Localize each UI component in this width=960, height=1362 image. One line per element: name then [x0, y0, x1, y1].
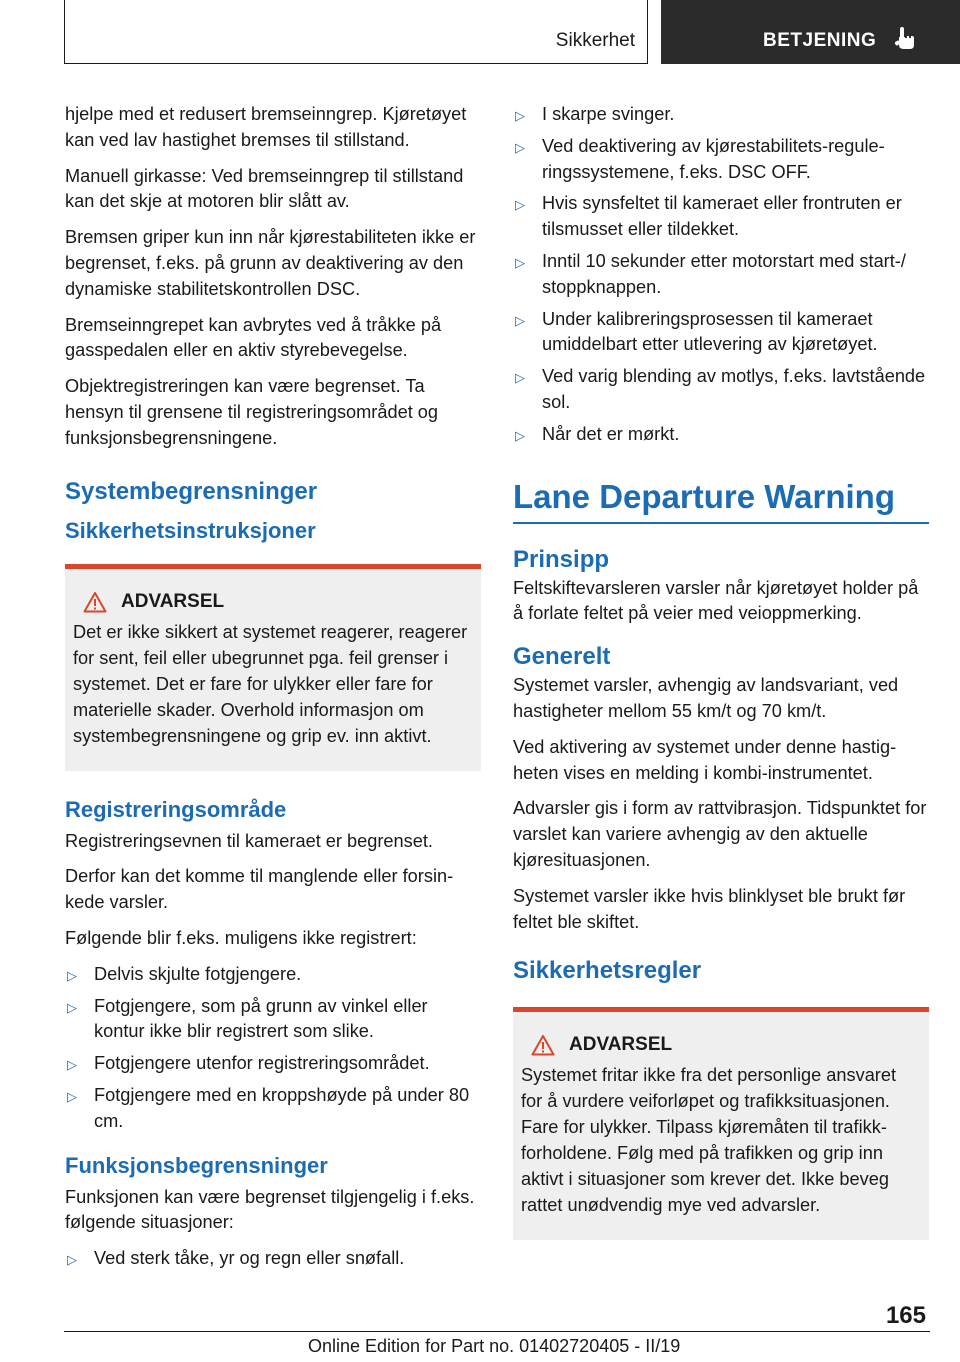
left-column	[65, 102, 481, 1282]
list-item: ▷ Fotgjengere med en kroppshøyde på under 80 cm.	[67, 1084, 470, 1131]
list-item: ▷ Under kalibreringsprosessen til kameraet umiddelbart etter utlevering av kjøretøyet.	[515, 308, 878, 355]
paragraph: Advarsler gis i form av rattvibrasjon. Tidspunktet for varslet kan variere avhengig av den aktuelle kjøresituasjonen.	[513, 798, 927, 870]
heading-safety-rules: Sikkerhetsregler	[513, 957, 702, 985]
bullet-triangle-icon: ▷	[67, 967, 77, 983]
bullet-triangle-icon: ▷	[515, 312, 525, 328]
paragraph: Bremsen griper kun inn når kjørestabiliteten ikke er begrenset, f.eks. på grunn av deaktivering av den dynamiske stabilitetskontrollen DSC.	[65, 227, 476, 299]
footer-edition: Online Edition for Part no. 01402720405 - II/19	[308, 1336, 681, 1356]
paragraph: Registreringsevnen til kameraet er begrenset.	[65, 830, 433, 851]
list-item: ▷ Fotgjengere utenfor registreringsområdet.	[65, 1051, 481, 1077]
paragraph: Derfor kan det komme til manglende eller forsinkede varsler.	[65, 866, 454, 913]
warning-triangle-icon	[83, 591, 107, 613]
paragraph: Systemet varsler, avhengig av landsvariant, ved hastigheter mellom 55 km/t og 70 km/t.	[513, 675, 899, 721]
paragraph: Manuell girkasse: Ved bremseinngrep til stillstand kan det skje at motoren blir slått av.	[65, 165, 464, 212]
footer-divider	[64, 1331, 930, 1332]
bullet-triangle-icon: ▷	[67, 1088, 77, 1104]
function-limits-list-continued	[513, 102, 929, 448]
list-item: ▷ Hvis synsfeltet til kameraet eller frontruten er tilsmusset eller tildekket.	[515, 193, 902, 240]
bullet-triangle-icon: ▷	[515, 370, 525, 386]
right-column	[513, 102, 929, 1266]
list-item: ▷ Inntil 10 sekunder etter motorstart med start-/ stoppknappen.	[515, 250, 906, 297]
header-section-label: Sikkerhet	[555, 30, 635, 51]
list-item: ▷ Delvis skjulte fotgjengere.	[65, 962, 481, 988]
warning-label: ADVARSEL	[569, 1034, 673, 1056]
list-item: ▷ Fotgjengere, som på grunn av vinkel eller kontur ikke blir registrert som slike.	[67, 995, 428, 1042]
warning-label: ADVARSEL	[121, 590, 225, 612]
heading-general: Generelt	[513, 643, 611, 671]
bullet-triangle-icon: ▷	[515, 254, 525, 270]
heading-principle: Prinsipp	[513, 545, 610, 573]
paragraph: Ved aktivering av systemet under denne hastigheten vises en melding i kombi-instrumentet.	[513, 736, 897, 783]
detection-list	[65, 962, 481, 1135]
heading-system-limits: Systembegrensninger	[65, 477, 318, 505]
list-item: ▷ I skarpe svinger.	[513, 102, 929, 128]
bullet-triangle-icon: ▷	[515, 427, 525, 443]
paragraph: Objektregistreringen kan være begrenset. Ta hensyn til grensene til registreringsområdet og funksjonsbegrensningene.	[65, 376, 439, 448]
warning-text: Det er ikke sikkert at systemet reagerer, reagerer for sent, feil eller ubegrunnet pga. feil grenser i systemet. Det er fare for ulykker eller fare for materielle skader. Overhold informasjon om systembegrensningene og grip ev. inn aktivt.	[73, 621, 468, 746]
list-item: ▷ Ved deaktivering av kjørestabilitets-reguleringssystemene, f.eks. DSC OFF.	[515, 135, 885, 182]
paragraph: Funksjonen kan være begrenset tilgjengelig i f.eks. følgende situasjoner:	[65, 1186, 475, 1233]
bullet-triangle-icon: ▷	[515, 108, 525, 123]
paragraph: Systemet varsler ikke hvis blinklyset ble brukt før feltet ble skiftet.	[513, 885, 906, 932]
function-limits-list	[65, 1246, 481, 1272]
heading-detection-area: Registreringsområde	[65, 796, 287, 822]
paragraph: Følgende blir f.eks. muligens ikke registrert:	[65, 927, 417, 948]
list-item: ▷ Når det er mørkt.	[513, 422, 929, 448]
bullet-triangle-icon: ▷	[515, 139, 525, 155]
list-item: ▷ Ved sterk tåke, yr og regn eller snøfall.	[65, 1246, 481, 1272]
bullet-triangle-icon: ▷	[67, 1057, 77, 1073]
header-section-tab	[64, 0, 648, 64]
header-chapter-label: BETJENING	[763, 30, 877, 51]
warning-text: Systemet fritar ikke fra det personlige ansvaret for å vurdere veiforløpet og trafikksituasjonen. Fare for ulykker. Tilpass kjøremåten til trafikkforholdene. Følg med på trafikken og grip inn aktivt i situasjoner som krever det. Ikke beveg rattet unødvendig mye ved advarsler.	[521, 1065, 897, 1216]
paragraph: Feltskiftevarsleren varsler når kjøretøyet holder på å forlate feltet på veier med veioppmerking.	[513, 577, 919, 624]
bullet-triangle-icon: ▷	[67, 999, 77, 1015]
heading-function-limits: Funksjonsbegrensninger	[65, 1152, 328, 1178]
paragraph: hjelpe med et redusert bremseinngrep. Kjøretøyet kan ved lav hastighet bremses til stillstand.	[65, 104, 467, 150]
page-number: 165	[885, 1302, 926, 1329]
hand-pointer-icon	[895, 26, 917, 50]
bullet-triangle-icon: ▷	[515, 197, 525, 213]
header-chapter-tab	[661, 0, 960, 64]
bullet-triangle-icon: ▷	[67, 1252, 77, 1268]
section-title: Lane Departure Warning	[513, 478, 929, 524]
warning-box	[65, 564, 481, 771]
paragraph: Bremseinngrepet kan avbrytes ved å tråkke på gasspedalen eller en aktiv styrebevegelse.	[65, 314, 442, 361]
heading-safety-instructions: Sikkerhetsinstruksjoner	[65, 517, 316, 543]
list-item: ▷ Ved varig blending av motlys, f.eks. lavtstående sol.	[515, 366, 926, 412]
warning-box	[513, 1007, 929, 1240]
warning-triangle-icon	[531, 1034, 555, 1056]
